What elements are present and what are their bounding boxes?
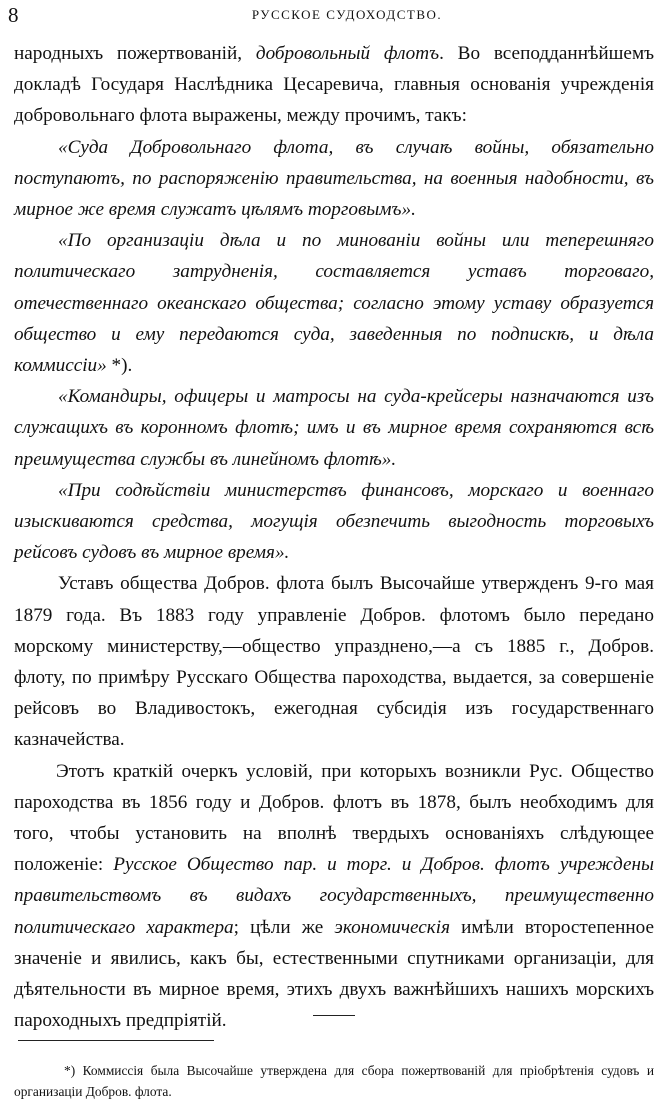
quote-paragraph-3: «Командиры, офицеры и матросы на суда-крейсеры назначаются изъ служащихъ въ коронномъ флотѣ; имъ и въ мирное время сохраняются всѣ преимущества службы въ линейномъ флотѣ». bbox=[14, 386, 654, 470]
footnote-reference: *). bbox=[106, 355, 133, 377]
intro-italic-term: добровольный флотъ bbox=[255, 43, 440, 64]
conclusion-text-3: имѣли второстепенное значеніе и явились, какъ бы, естественными спутниками организаціи, для дѣятельности въ мирное время, этихъ двухъ важнѣйшихъ нашихъ морскихъ пароходныхъ предпріятій. bbox=[14, 916, 654, 1032]
page-header bbox=[8, 2, 656, 28]
intro-text: народныхъ пожертвованій, bbox=[14, 43, 256, 64]
conclusion-text-1: Этотъ краткій очеркъ условій, при которыхъ возникли Рус. Общество пароходства въ 1856 году и Добров. флотъ въ 1878, былъ необходимъ для того, чтобы установить на вполнѣ твердыхъ основаніяхъ слѣдующее положеніе: bbox=[14, 760, 654, 876]
conclusion-italic-1: Русское Общество пар. и торг. и Добров. флотъ учреждены правительствомъ въ видахъ государственныхъ, преимущественно политическаго характера bbox=[14, 854, 654, 938]
page-number: 8 bbox=[8, 3, 19, 27]
paragraph-intro bbox=[14, 38, 654, 132]
footnote: *) Коммиссія была Высочайше утверждена для сбора пожертвованій для пріобрѣтенія судовъ и организаціи Добров. флота. bbox=[14, 1063, 654, 1100]
quote-paragraph-1: «Суда Добровольнаго флота, въ случаѣ войны, обязательно поступаютъ, по распоряженію правительства, на военныя надобности, въ мирное же время служатъ цѣлямъ торговымъ». bbox=[14, 136, 654, 221]
conclusion-text-2: ; цѣли же bbox=[233, 916, 335, 938]
quote-2-text: «По организаціи дѣла и по минованіи войны или теперешняго политическаго затрудненія, составляется уставъ торговаго, отечественнаго океанскаго общества; согласно этому уставу образуется общество и ему передаются суда, заведенныя по подпискѣ, и дѣла коммиссіи» bbox=[14, 230, 654, 377]
conclusion-italic-2: экономическія bbox=[334, 916, 451, 938]
running-head: РУССКОЕ СУДОХОДСТВО. bbox=[251, 7, 443, 22]
quote-paragraph-2 bbox=[14, 225, 654, 381]
section-divider bbox=[313, 1015, 355, 1016]
intro-text-continued: . Во всеподданнѣйшемъ докладѣ Государя Наслѣдника Цесаревича, главныя основанія учрежденія добровольнаго флота выражены, между прочимъ, такъ: bbox=[14, 43, 655, 127]
footnote-divider bbox=[18, 1040, 214, 1041]
paragraph-conclusion bbox=[14, 756, 654, 1037]
quote-paragraph-4: «При содѣйствіи министерствъ финансовъ, морскаго и военнаго изыскиваются средства, могущія обезпечить выгодность торговыхъ рейсовъ судовъ въ мирное время». bbox=[14, 479, 654, 564]
main-text bbox=[14, 38, 654, 1037]
paragraph-charter: Уставъ общества Добров. флота былъ Высочайше утвержденъ 9-го мая 1879 года. Въ 1883 году управленіе Добров. флотомъ было передано морскому министерству,—общество упразднено,—а съ 1885 г., Добров. флоту, по примѣру Русскаго Общества пароходства, выдается, за совершеніе рейсовъ во Владивостокъ, ежегодная субсидія изъ государственнаго казначейства. bbox=[14, 573, 654, 751]
